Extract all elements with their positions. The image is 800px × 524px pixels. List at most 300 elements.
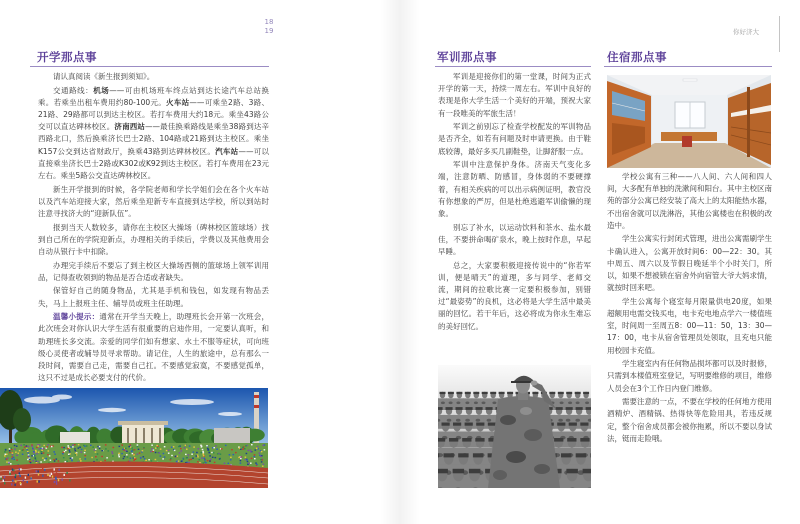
spectator-figure — [38, 470, 39, 472]
crowd-figure — [213, 447, 215, 448]
soldier-cap — [440, 392, 446, 394]
crowd-figure — [184, 447, 186, 448]
crowd-figure — [39, 444, 41, 445]
crowd-figure — [13, 459, 15, 460]
soldier-cap — [442, 423, 450, 426]
crowd-figure — [69, 450, 71, 451]
spectator-figure — [12, 469, 13, 471]
soldier-cap — [475, 438, 484, 442]
spectator-figure — [20, 475, 21, 477]
crowd-figure — [12, 454, 14, 455]
crowd-figure — [6, 461, 8, 462]
camo-spot — [492, 402, 496, 405]
crowd-figure — [240, 456, 242, 457]
spectator-figure — [66, 472, 67, 474]
crowd-figure — [178, 446, 180, 447]
crowd-figure — [257, 446, 259, 447]
crowd-figure — [138, 449, 140, 450]
soldier-cap — [456, 407, 463, 410]
crowd-figure — [47, 454, 49, 455]
soldier-cap — [566, 469, 578, 474]
camo-spot — [585, 402, 589, 405]
crowd-figure — [245, 457, 247, 458]
crowd-figure — [189, 445, 191, 446]
camo-spot — [482, 402, 486, 405]
crowd-figure — [224, 463, 226, 464]
spectator-figure — [15, 480, 16, 482]
crowd-figure — [53, 451, 55, 452]
crowd-figure — [19, 450, 21, 451]
crowd-figure — [49, 455, 51, 456]
spectator-figure — [31, 477, 32, 479]
crowd-figure — [121, 444, 123, 445]
transport-paragraph — [38, 85, 269, 183]
crowd-figure — [212, 447, 214, 448]
crowd-figure — [180, 448, 182, 449]
soldier-cap — [499, 392, 505, 394]
dorm-paragraph: 学生寝室内有任何物品损坏都可以及时报修，只需到本楼值班室登记，写明要维修的项目，维修人员会在3个工作日内登门维修。 — [607, 359, 772, 393]
crowd-figure — [20, 445, 22, 446]
crowd-figure — [5, 454, 7, 455]
crowd-figure — [131, 451, 133, 452]
crowd-figure — [14, 448, 16, 449]
soldier-cap — [438, 407, 443, 410]
crowd-figure — [246, 459, 248, 460]
crowd-figure — [16, 455, 18, 456]
crowd-figure — [221, 448, 223, 449]
crowd-figure — [228, 463, 230, 464]
spectator-figure — [27, 481, 28, 483]
crowd-figure — [213, 452, 215, 453]
crowd-figure — [50, 460, 52, 461]
heading-rule-dorm — [604, 66, 772, 67]
crowd-figure — [26, 449, 28, 450]
soldier-cap — [456, 392, 462, 394]
spectator-figure — [69, 468, 70, 470]
crowd-figure — [10, 448, 12, 449]
soldier-cap — [566, 392, 572, 394]
crowd-figure — [78, 444, 80, 445]
crowd-figure — [58, 460, 60, 461]
crowd-figure — [15, 452, 17, 453]
crowd-figure — [261, 451, 263, 452]
crowd-figure — [101, 456, 103, 457]
crowd-figure — [31, 455, 33, 456]
soldier-cap — [469, 469, 481, 474]
crowd-figure — [112, 455, 114, 456]
soldier-cap — [558, 392, 564, 394]
supplies-paragraph: 办理完手续后不要忘了到主校区大操场西侧的篮球场上领军训用品，记得查收领到的物品是否合适或者缺失。 — [38, 260, 269, 282]
center-fold-shadow — [380, 0, 420, 524]
soldier-cap — [554, 438, 563, 442]
crowd-figure — [247, 461, 249, 462]
crowd-figure — [245, 459, 247, 460]
soldier-cap — [586, 407, 591, 410]
crowd-figure — [193, 446, 195, 447]
spectator-figure — [56, 473, 57, 475]
crowd-figure — [16, 459, 18, 460]
crowd-figure — [199, 459, 201, 460]
crowd-figure — [220, 454, 222, 455]
camo-spot — [558, 419, 563, 422]
spectator-figure — [12, 480, 13, 482]
crowd-figure — [97, 446, 99, 447]
train-text: ——可乘坐2路、3路、21路、29路都可以到达主校区。若打车费用大约18元。乘坐43路公交可以直达碑林校区。 — [38, 97, 269, 132]
spectator-figure — [62, 479, 63, 481]
crowd-figure — [61, 447, 63, 448]
soldier-cap — [473, 392, 479, 394]
crowd-figure — [9, 448, 11, 449]
crowd-figure — [30, 462, 32, 463]
crowd-figure — [137, 444, 139, 445]
crowd-figure — [201, 452, 203, 453]
crowd-figure — [262, 466, 264, 467]
spectator-figure — [49, 475, 50, 477]
soldier-cap — [575, 392, 581, 394]
crowd-figure — [38, 448, 40, 449]
crowd-figure — [170, 458, 172, 459]
soldier-cap — [557, 423, 565, 426]
crowd-figure — [193, 451, 195, 452]
crowd-figure — [205, 462, 207, 463]
crowd-figure — [134, 457, 136, 458]
crowd-figure — [23, 444, 25, 445]
soldier-cap — [444, 453, 454, 457]
crowd-figure — [160, 448, 162, 449]
crowd-figure — [22, 450, 24, 451]
crowd-figure — [96, 459, 98, 460]
west-station-label: 济南西站 — [114, 122, 145, 132]
crowd-figure — [188, 454, 190, 455]
crowd-figure — [90, 445, 92, 446]
crowd-figure — [248, 450, 250, 451]
crowd-figure — [104, 460, 106, 461]
crowd-figure — [72, 457, 74, 458]
spectator-figure — [23, 479, 24, 481]
crowd-figure — [123, 458, 125, 459]
crowd-figure — [166, 450, 168, 451]
crowd-figure — [40, 461, 42, 462]
tip-text: 通常在开学当天晚上，助理班长会开第一次班会，此次班会对你认识大学生活有很重要的启迪作用，一定要认真听，和助理班长多交流。亲爱的同学们如有想家、水土不服等症状，可向班级心灵使者或辅导员寻求帮助。请记住，人生的旅途中，总有那么一段时间，需要自己走，需要自己扛。不要感觉寂寞，不要感觉孤单，这只不过是成长必要支付的代价。 — [38, 312, 269, 383]
soldier-cap — [476, 407, 483, 410]
soldier-body — [590, 432, 591, 448]
spectator-figure — [14, 484, 15, 486]
spectator-figure — [19, 468, 20, 470]
registration-paragraph: 报到当天人数较多，请你在主校区大操场（碑林校区篮球场）找到自己所在的学院迎新点，办理相关的手续后，学费以及其他费用会自动从银行卡中扣除。 — [38, 222, 269, 257]
crowd-figure — [215, 445, 217, 446]
crowd-figure — [118, 456, 120, 457]
crowd-figure — [79, 447, 81, 448]
section-heading-military: 军训那点事 — [437, 50, 497, 64]
crowd-figure — [36, 453, 38, 454]
soldier-cap — [473, 453, 483, 457]
crowd-figure — [196, 452, 198, 453]
crowd-figure — [152, 451, 154, 452]
soldier-body — [580, 481, 591, 488]
crowd-figure — [260, 459, 262, 460]
crowd-figure — [36, 462, 38, 463]
crowd-figure — [5, 449, 7, 450]
crowd-figure — [201, 457, 203, 458]
crowd-figure — [105, 444, 107, 445]
crowd-figure — [75, 454, 77, 455]
crowd-figure — [8, 462, 10, 463]
crowd-figure — [43, 445, 45, 446]
spectator-figure — [36, 470, 37, 472]
crowd-figure — [251, 458, 253, 459]
soldier-cap — [490, 392, 496, 394]
train-label: 火车站 — [166, 97, 190, 107]
crowd-figure — [190, 459, 192, 460]
spectator-figure — [13, 469, 14, 471]
spectator-figure — [44, 469, 45, 471]
crowd-figure — [216, 449, 218, 450]
crowd-figure — [254, 454, 256, 455]
crowd-figure — [215, 457, 217, 458]
crowd-figure — [170, 459, 172, 460]
crowd-figure — [183, 459, 185, 460]
crowd-figure — [13, 457, 15, 458]
crowd-figure — [242, 447, 244, 448]
crowd-figure — [80, 460, 82, 461]
crowd-figure — [219, 458, 221, 459]
crowd-figure — [42, 457, 44, 458]
crowd-figure — [256, 464, 258, 465]
crowd-figure — [200, 445, 202, 446]
crowd-figure — [70, 446, 72, 447]
crowd-figure — [143, 456, 145, 457]
spectator-figure — [58, 479, 59, 481]
crowd-figure — [204, 458, 206, 459]
soldier-cap — [458, 453, 468, 457]
belongings-paragraph: 保管好自己的随身物品，尤其是手机和钱包，如发现有物品丢失，马上上报班主任、辅导员或班主任助理。 — [38, 286, 269, 308]
bus-station-label: 汽车站 — [215, 146, 239, 156]
section-heading-enrollment: 开学那点事 — [37, 50, 97, 64]
crowd-figure — [40, 448, 42, 449]
crowd-figure — [44, 459, 46, 460]
camo-spot — [456, 419, 461, 422]
soldier-body — [438, 481, 451, 488]
crowd-figure — [133, 454, 135, 455]
crowd-figure — [209, 455, 211, 456]
crowd-figure — [151, 445, 153, 446]
crowd-figure — [168, 450, 170, 451]
crowd-figure — [129, 444, 131, 445]
crowd-figure — [28, 446, 30, 447]
soldier-cap — [561, 453, 571, 457]
camo-spot — [465, 402, 469, 405]
crowd-figure — [11, 449, 13, 450]
crowd-figure — [217, 453, 219, 454]
crowd-figure — [92, 446, 94, 447]
crowd-figure — [185, 445, 187, 446]
crowd-figure — [113, 447, 115, 448]
crowd-figure — [130, 458, 132, 459]
military-paragraph: 总之，大家要积极迎接传说中的“你若军训，便是晴天”的道理，多与同学、老师交流，期间的拉歌比赛一定要积极参加，别错过“最姿势”的良机，这必将是大学生活中最美丽的回忆。若干年后，这必将成为你永生难忘的美好回忆。 — [438, 260, 591, 331]
crowd-figure — [246, 453, 248, 454]
crowd-figure — [126, 454, 128, 455]
crowd-figure — [164, 456, 166, 457]
soldier-cap — [438, 438, 445, 442]
crowd-figure — [142, 450, 144, 451]
camo-spot — [441, 402, 445, 405]
crowd-figure — [4, 451, 6, 452]
crowd-figure — [84, 446, 86, 447]
spectator-figure — [25, 477, 26, 479]
crowd-figure — [69, 451, 71, 452]
crowd-figure — [67, 448, 69, 449]
crowd-figure — [101, 450, 103, 451]
crowd-figure — [41, 451, 43, 452]
crowd-figure — [63, 457, 65, 458]
crowd-figure — [10, 463, 12, 464]
dorm-text-column — [607, 171, 772, 487]
heading-rule-military — [435, 66, 591, 67]
crowd-figure — [37, 461, 39, 462]
crowd-figure — [24, 447, 26, 448]
soldier-cap — [580, 423, 588, 426]
crowd-figure — [168, 453, 170, 454]
soldier-body — [563, 481, 581, 488]
crowd-figure — [70, 458, 72, 459]
spectator-figure — [4, 476, 5, 478]
soldier-cap — [566, 407, 573, 410]
crowd-figure — [145, 460, 147, 461]
camo-spot — [447, 419, 452, 422]
crowd-figure — [129, 453, 131, 454]
crowd-figure — [56, 458, 58, 459]
soldier-cap — [449, 438, 458, 442]
crowd-figure — [251, 444, 253, 445]
crowd-figure — [134, 449, 136, 450]
crowd-figure — [240, 458, 242, 459]
crowd-figure — [250, 463, 252, 464]
spectator-figure — [55, 478, 56, 480]
crowd-figure — [259, 452, 261, 453]
page-number-right: 19 — [264, 27, 274, 35]
running-title: 你好济大 — [733, 28, 759, 36]
crowd-figure — [171, 447, 173, 448]
soldier-cap — [465, 423, 473, 426]
crowd-figure — [176, 461, 178, 462]
crowd-figure — [150, 451, 152, 452]
spectator-figure — [28, 474, 29, 476]
spectator-figure — [15, 476, 16, 478]
crowd-figure — [144, 458, 146, 459]
crowd-figure — [35, 451, 37, 452]
crowd-figure — [261, 461, 263, 462]
spectator-figure — [3, 480, 4, 482]
spectator-figure — [32, 469, 33, 471]
crowd-figure — [202, 449, 204, 450]
crowd-figure — [210, 459, 212, 460]
crowd-figure — [130, 446, 132, 447]
crowd-figure — [99, 448, 101, 449]
crowd-figure — [97, 453, 99, 454]
crowd-figure — [131, 447, 133, 448]
crowd-figure — [36, 447, 38, 448]
crowd-figure — [211, 452, 213, 453]
crowd-figure — [41, 450, 43, 451]
header-divider — [779, 16, 780, 52]
crowd-figure — [31, 446, 33, 447]
crowd-figure — [74, 448, 76, 449]
crowd-figure — [239, 447, 241, 448]
soldier-cap — [466, 407, 473, 410]
crowd-figure — [158, 452, 160, 453]
crowd-figure — [151, 448, 153, 449]
crowd-figure — [95, 451, 97, 452]
soldier-cap — [583, 392, 589, 394]
crowd-figure — [209, 460, 211, 461]
crowd-figure — [68, 454, 70, 455]
crowd-figure — [173, 446, 175, 447]
crowd-figure — [81, 451, 83, 452]
soldier-cap — [486, 407, 493, 410]
crowd-figure — [72, 444, 74, 445]
soldier-cap — [569, 423, 577, 426]
spectator-figure — [52, 476, 53, 478]
crowd-figure — [162, 458, 164, 459]
crowd-figure — [192, 458, 194, 459]
crowd-figure — [122, 449, 124, 450]
heading-rule-enrollment — [30, 66, 269, 67]
crowd-figure — [43, 448, 45, 449]
crowd-figure — [174, 450, 176, 451]
crowd-figure — [260, 456, 262, 457]
crowd-figure — [34, 455, 36, 456]
crowd-figure — [139, 452, 141, 453]
crowd-figure — [214, 462, 216, 463]
crowd-figure — [32, 449, 34, 450]
crowd-figure — [45, 458, 47, 459]
crowd-figure — [43, 452, 45, 453]
soldier-cap — [438, 453, 439, 457]
crowd-figure — [18, 453, 20, 454]
crowd-figure — [79, 458, 81, 459]
crowd-figure — [63, 447, 65, 448]
crowd-figure — [156, 445, 158, 446]
crowd-figure — [72, 446, 74, 447]
crowd-figure — [65, 450, 67, 451]
crowd-figure — [108, 450, 110, 451]
crowd-figure — [202, 451, 204, 452]
crowd-figure — [118, 453, 120, 454]
transport-label: 交通路线： — [53, 85, 94, 95]
crowd-figure — [153, 449, 155, 450]
crowd-figure — [245, 445, 247, 446]
soldier-cap — [590, 453, 591, 457]
crowd-figure — [198, 448, 200, 449]
crowd-figure — [106, 457, 108, 458]
crowd-figure — [242, 449, 244, 450]
spectator-figure — [66, 474, 67, 476]
crowd-figure — [155, 447, 157, 448]
crowd-figure — [230, 457, 232, 458]
dorm-room-photo — [607, 75, 771, 168]
spectator-figure — [20, 468, 21, 470]
crowd-figure — [28, 455, 30, 456]
crowd-figure — [124, 456, 126, 457]
crowd-figure — [197, 461, 199, 462]
spectator-figure — [4, 482, 5, 484]
crowd-figure — [208, 452, 210, 453]
crowd-figure — [74, 444, 76, 445]
crowd-figure — [63, 452, 65, 453]
crowd-figure — [212, 457, 214, 458]
crowd-figure — [27, 452, 29, 453]
crowd-figure — [127, 456, 129, 457]
